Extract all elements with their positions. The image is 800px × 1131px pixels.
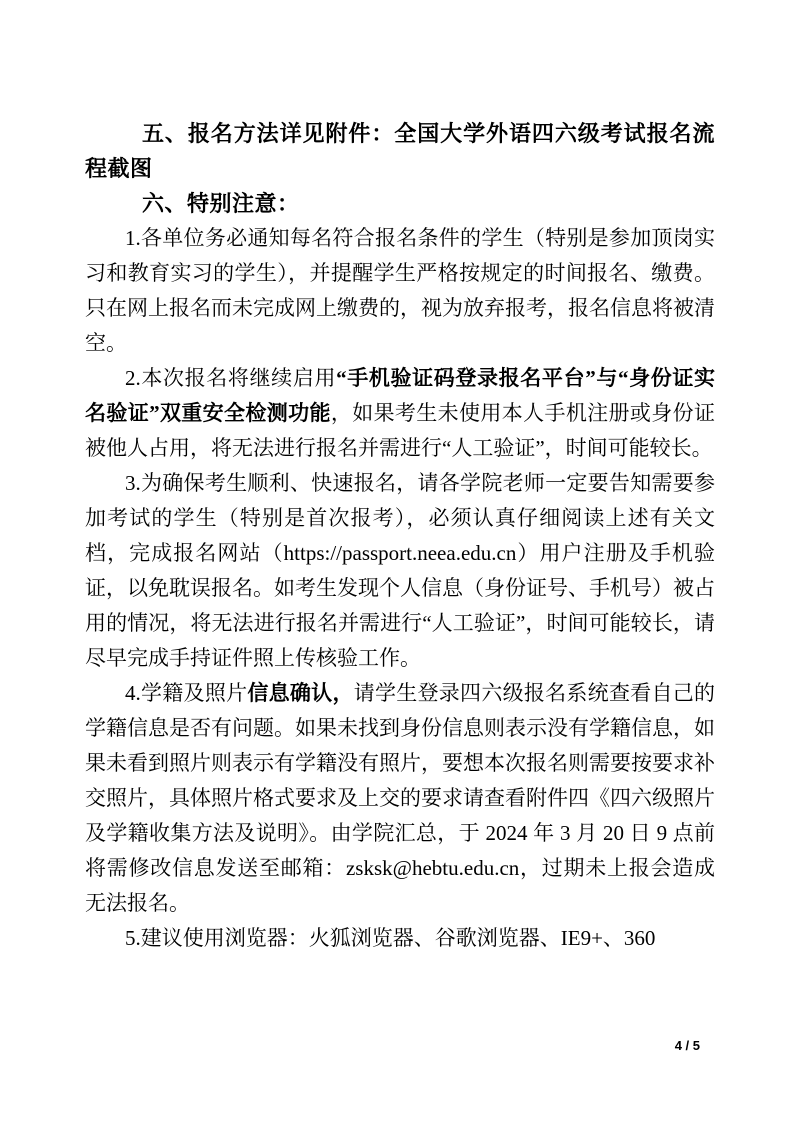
note-item-4 xyxy=(85,676,715,921)
text-run: 1.各单位务必通知每名符合报名条件的学生（特别是参加顶岗实习和教育实习的学生），并提醒学生严格按规定的时间报名、缴费。只在网上报名而未完成网上缴费的，视为放弃报考，报名信息将被清空。 xyxy=(85,226,715,355)
text-run: 2.本次报名将继续启用 xyxy=(125,366,337,390)
document-body xyxy=(85,116,715,956)
note-item-1 xyxy=(85,221,715,361)
bold-text-run: 六、特别注意： xyxy=(142,191,300,216)
note-item-5 xyxy=(85,921,715,956)
bold-text-run: 五、报名方法详见附件：全国大学外语四六级考试报名流程截图 xyxy=(85,121,715,181)
text-run: 4.学籍及照片 xyxy=(125,681,248,705)
note-item-2 xyxy=(85,361,715,466)
text-run: 5.建议使用浏览器：火狐浏览器、谷歌浏览器、IE9+、360 xyxy=(125,926,656,950)
page-number: 4 / 5 xyxy=(674,1038,700,1053)
note-item-3 xyxy=(85,466,715,676)
section-6-heading xyxy=(85,186,715,221)
bold-text-run: 信息确认， xyxy=(247,681,354,705)
text-run: 请学生登录四六级报名系统查看自己的学籍信息是否有问题。如果未找到身份信息则表示没有学籍信息，如果未看到照片则表示有学籍没有照片，要想本次报名则需要按要求补交照片，具体照片格式要求及上交的要求请查看附件四《四六级照片及学籍收集方法及说明》。由学院汇总，于 2024 年 3 月 20 日 9 点前将需修改信息发送至邮箱：zsksk@hebtu.edu.cn，过期未上报会造成无法报名。 xyxy=(85,681,716,915)
section-5-heading xyxy=(85,116,715,186)
text-run: ，如果考生未使用本人手机注册或身份证被他人占用，将无法进行报名并需进行“人工验证”，时间可能较长。 xyxy=(85,401,715,460)
text-run: 3.为确保考生顺利、快速报名，请各学院老师一定要告知需要参加考试的学生（特别是首次报考），必须认真仔细阅读上述有关文档，完成报名网站（https://passport.neea.edu.cn）用户注册及手机验证，以免耽误报名。如考生发现个人信息（身份证号、手机号）被占用的情况，将无法进行报名并需进行“人工验证”，时间可能较长，请尽早完成手持证件照上传核验工作。 xyxy=(85,471,715,670)
bold-text-run: “手机验证码登录报名平台”与“身份证实名验证”双重安全检测功能 xyxy=(85,366,716,425)
